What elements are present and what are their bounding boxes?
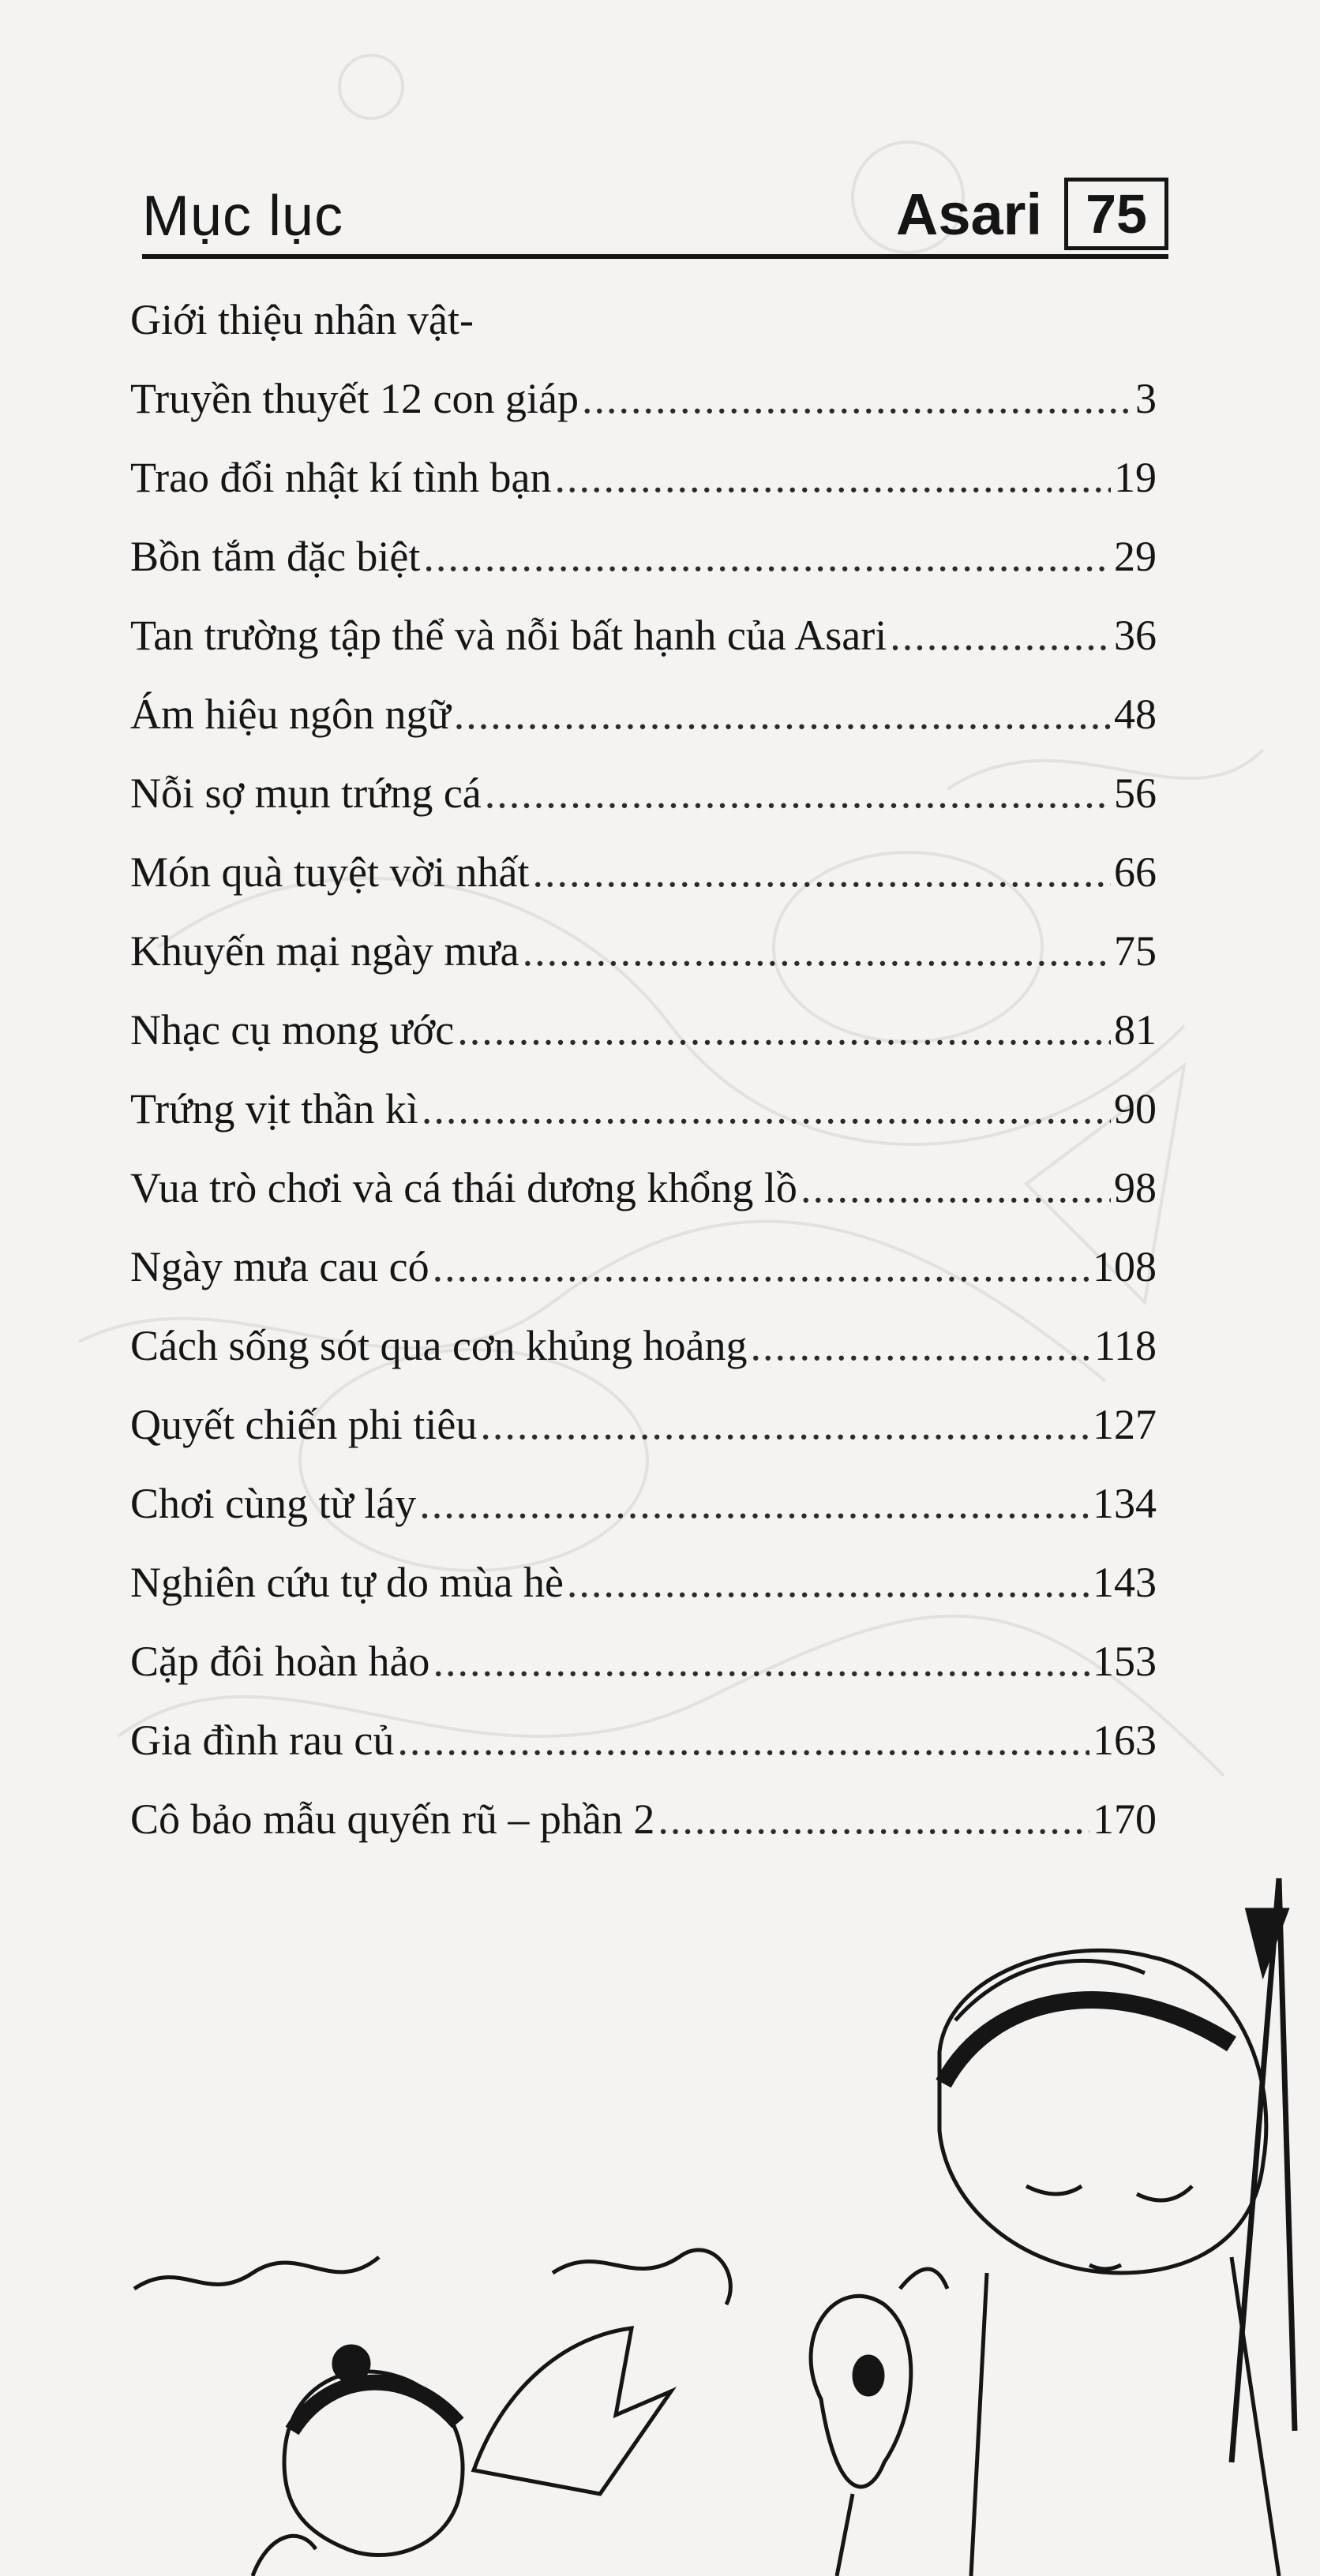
character-dog (811, 2269, 947, 2576)
toc-entry (130, 754, 1157, 833)
toc-entry (130, 990, 1157, 1069)
toc-entry-title: Trứng vịt thần kì (130, 1085, 418, 1133)
toc-entry-title: Giới thiệu nhân vật- (130, 296, 474, 343)
toc-entry-title: Ám hiệu ngôn ngữ (130, 691, 451, 738)
toc-page-number: 118 (1094, 1322, 1157, 1369)
dot-leader (555, 438, 1112, 517)
toc-entry (130, 1069, 1157, 1148)
dot-leader (523, 912, 1111, 990)
toc-entry (130, 517, 1157, 596)
table-of-contents (130, 280, 1157, 1859)
toc-entry (130, 1780, 1157, 1859)
toc-entry (130, 1464, 1157, 1543)
dot-leader (397, 1701, 1089, 1780)
toc-entry (130, 1622, 1157, 1701)
dot-leader (890, 596, 1111, 675)
dot-leader (582, 359, 1132, 438)
dot-leader (533, 833, 1112, 912)
toc-page-number: 75 (1114, 927, 1157, 975)
toc-entry-title: Cách sống sót qua cơn khủng hoảng (130, 1322, 748, 1369)
toc-page-number: 81 (1114, 1006, 1157, 1054)
toc-page-number: 127 (1093, 1401, 1157, 1448)
toc-entry (130, 912, 1157, 990)
dot-leader (419, 1464, 1089, 1543)
page-title: Mục lục (142, 185, 344, 248)
toc-page-number: 3 (1135, 375, 1157, 422)
toc-entry (130, 280, 1157, 359)
toc-entry-title: Cô bảo mẫu quyến rũ – phần 2 (130, 1795, 655, 1843)
toc-page-number: 153 (1093, 1638, 1157, 1685)
dot-leader (457, 990, 1111, 1069)
toc-entry-title: Nghiên cứu tự do mùa hè (130, 1559, 564, 1606)
toc-entry-title: Cặp đôi hoàn hảo (130, 1638, 430, 1685)
character-kids-with-swirls (134, 2250, 730, 2576)
toc-entry-title: Ngày mưa cau có (130, 1243, 429, 1290)
toc-entry-title: Tan trường tập thể và nỗi bất hạnh của Asari (130, 612, 887, 659)
dot-leader (485, 754, 1111, 833)
volume-number-badge: 75 (1064, 178, 1168, 250)
toc-entry (130, 1543, 1157, 1622)
toc-page-number: 108 (1093, 1243, 1157, 1290)
toc-entry-title: Món quà tuyệt vời nhất (130, 848, 530, 896)
toc-entry-title: Khuyến mại ngày mưa (130, 927, 519, 975)
toc-entry-title: Chơi cùng từ láy (130, 1480, 417, 1527)
toc-page-number: 143 (1093, 1559, 1157, 1606)
dot-leader (454, 675, 1111, 754)
dot-leader (750, 1306, 1091, 1385)
toc-entry-title: Gia đình rau củ (130, 1717, 395, 1764)
toc-page-number: 98 (1114, 1164, 1157, 1211)
dot-leader (422, 1069, 1111, 1148)
toc-entry-title: Nhạc cụ mong ước (130, 1006, 455, 1054)
toc-page-number: 170 (1093, 1795, 1157, 1843)
toc-page-number: 29 (1114, 533, 1157, 580)
toc-entry-title: Quyết chiến phi tiêu (130, 1401, 478, 1448)
toc-page-number: 19 (1114, 454, 1157, 501)
toc-entry (130, 675, 1157, 754)
toc-entry (130, 596, 1157, 675)
character-girl-with-scissors (939, 1878, 1295, 2576)
toc-entry-title: Bồn tắm đặc biệt (130, 533, 421, 580)
toc-entry (130, 1701, 1157, 1780)
toc-page-number: 56 (1114, 769, 1157, 817)
series-name: Asari (895, 182, 1042, 247)
toc-page-number: 90 (1114, 1085, 1157, 1133)
toc-page-number: 66 (1114, 848, 1157, 896)
dot-leader (433, 1227, 1089, 1306)
dot-leader (433, 1622, 1089, 1701)
dot-leader (423, 517, 1111, 596)
toc-entry-title: Trao đổi nhật kí tình bạn (130, 454, 552, 501)
toc-entry-title: Truyền thuyết 12 con giáp (130, 375, 579, 422)
dot-leader (658, 1780, 1089, 1859)
toc-entry-title: Nỗi sợ mụn trứng cá (130, 769, 482, 817)
toc-page-number: 134 (1093, 1480, 1157, 1527)
dot-leader (567, 1543, 1089, 1622)
toc-page-number: 36 (1114, 612, 1157, 659)
toc-entry (130, 1227, 1157, 1306)
toc-entry (130, 833, 1157, 912)
toc-entry-title: Vua trò chơi và cá thái dương khổng lồ (130, 1164, 797, 1211)
toc-entry (130, 1385, 1157, 1464)
dot-leader (480, 1385, 1089, 1464)
dot-leader (801, 1148, 1111, 1227)
header-divider (142, 254, 1168, 259)
toc-entry (130, 438, 1157, 517)
page-header (142, 178, 1168, 260)
toc-page-number: 163 (1093, 1717, 1157, 1764)
toc-entry (130, 1306, 1157, 1385)
toc-entry (130, 359, 1157, 438)
toc-page-number: 48 (1114, 691, 1157, 738)
toc-entry (130, 1148, 1157, 1227)
